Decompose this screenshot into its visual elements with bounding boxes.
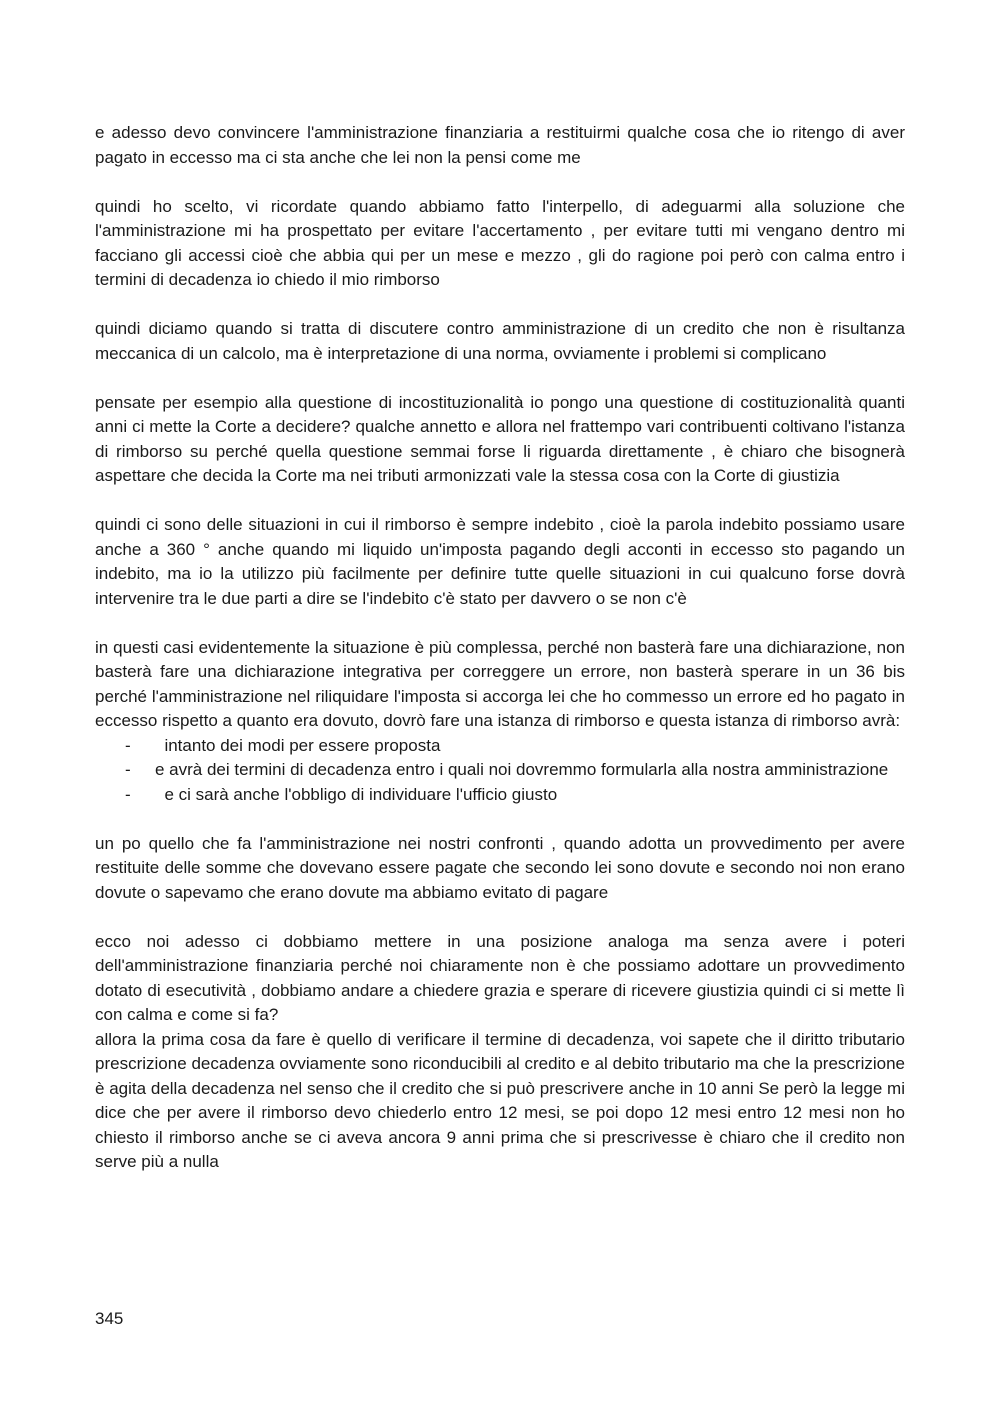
paragraph: ecco noi adesso ci dobbiamo mettere in una posizione analoga ma senza avere i poteri dell'amministrazione finanziaria perché noi chiaramente non è che possiamo adottare un provvedimento dotato di esecutività , dobbiamo andare a chiedere grazia e sperare di ricevere giustizia quindi ci si mette lì con calma e come si fa? — [95, 931, 905, 1024]
list-item-text: e avrà dei termini di decadenza entro i quali noi dovremmo formularla alla nostra amministrazione — [155, 760, 889, 779]
list-marker: - — [125, 760, 131, 779]
paragraph: e adesso devo convincere l'amministrazione finanziaria a restituirmi qualche cosa che io ritengo di aver pagato in eccesso ma ci sta anche che lei non la pensi come me — [95, 123, 905, 167]
list-marker: - — [125, 784, 131, 804]
list-item-text: e ci sarà anche l'obbligo di individuare l'ufficio giusto — [155, 784, 558, 804]
paragraph: allora la prima cosa da fare è quello di verificare il termine di decadenza, voi sapete che il diritto tributario prescrizione decadenza ovviamente sono riconducibili al credito e al debito tributario ma che la prescrizione è agita della decadenza nel senso che il credito che si può prescrivere anche in 10 anni Se però la legge mi dice che per avere il rimborso devo chiederlo entro 12 mesi, se poi dopo 12 mesi entro 12 mesi non ho chiesto il rimborso anche se ci aveva ancora 9 anni prima che si prescrivesse è chiaro che il credito non serve più a nulla — [95, 1029, 905, 1171]
dash-list — [95, 734, 905, 808]
list-item-text: intanto dei modi per essere proposta — [155, 735, 441, 755]
list-marker: - — [125, 735, 131, 755]
list-item — [95, 783, 905, 808]
paragraph: un po quello che fa l'amministrazione nei nostri confronti , quando adotta un provvedimento per avere restituite delle somme che dovevano essere pagate che secondo lei sono dovute e secondo noi non erano dovute o sapevamo che erano dovute ma abbiamo evitato di pagare — [95, 833, 905, 902]
page-number: 345 — [95, 1309, 124, 1328]
document-body — [95, 121, 905, 1175]
paragraph: quindi diciamo quando si tratta di discutere contro amministrazione di un credito che non è risultanza meccanica di un calcolo, ma è interpretazione di una norma, ovviamente i problemi si complicano — [95, 319, 905, 363]
paragraph: quindi ho scelto, vi ricordate quando abbiamo fatto l'interpello, di adeguarmi alla soluzione che l'amministrazione mi ha prospettato per evitare l'accertamento , per evitare tutti mi vengano dentro mi facciano gli accessi cioè che abbia qui per un mese e mezzo , gli do ragione poi però con calma entro i termini di decadenza io chiedo il mio rimborso — [95, 196, 905, 289]
paragraph: quindi ci sono delle situazioni in cui il rimborso è sempre indebito , cioè la parola indebito possiamo usare anche a 360 ° anche quando mi liquido un'imposta pagando degli acconti in eccesso sto pagando un indebito, ma io la utilizzo più facilmente per definire tutte quelle situazioni in cui qualcuno forse dovrà intervenire tra le due parti a dire se l'indebito c'è stato per davvero o se non c'è — [95, 515, 905, 608]
paragraph: in questi casi evidentemente la situazione è più complessa, perché non basterà fare una dichiarazione, non basterà fare una dichiarazione integrativa per correggere un errore, non basterà sperare in un 36 bis perché l'amministrazione nel riliquidare l'imposta si accorga lei che ho commesso un errore ed ho pagato in eccesso rispetto a quanto era dovuto, dovrò fare una istanza di rimborso e questa istanza di rimborso avrà: — [95, 637, 905, 730]
list-item — [95, 734, 905, 759]
list-item — [95, 758, 905, 783]
paragraph: pensate per esempio alla questione di incostituzionalità io pongo una questione di costituzionalità quanti anni ci mette la Corte a decidere? qualche annetto e allora nel frattempo vari contribuenti coltivano l'istanza di rimborso su perché quella questione semmai forse li riguarda direttamente , è chiaro che bisognerà aspettare che decida la Corte ma nei tributi armonizzati vale la stessa cosa con la Corte di giustizia — [95, 392, 905, 485]
